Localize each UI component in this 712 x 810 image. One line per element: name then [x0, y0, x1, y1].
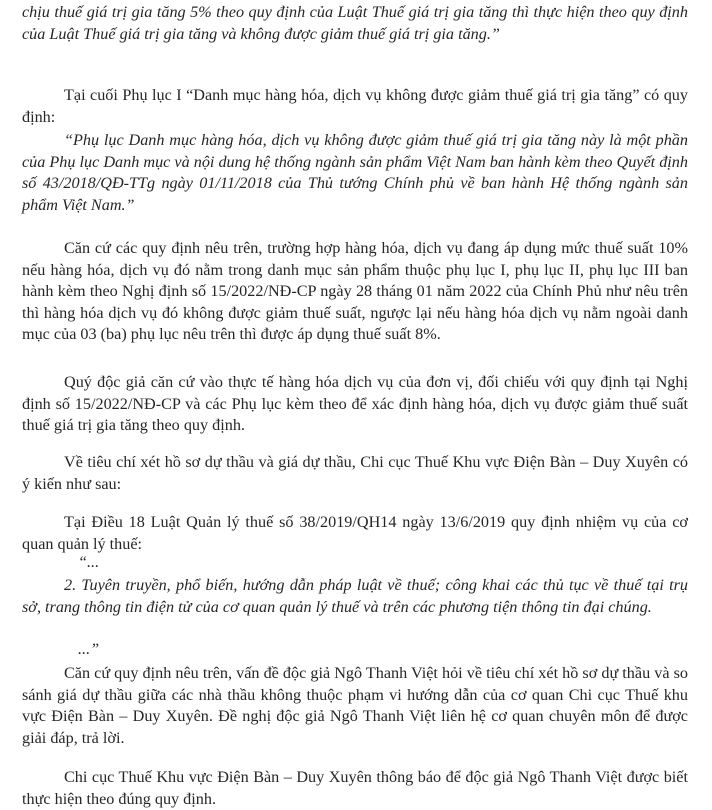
quote-open-ellipsis: “... [78, 553, 100, 571]
paragraph-quote-end: chịu thuế giá trị gia tăng 5% theo quy định của Luật Thuế giá trị gia tăng thì thực hiện theo quy định của Luật Thuế giá trị gia tăng và không được giảm thuế giá trị gia tăng.” [22, 3, 688, 43]
quote-close-ellipsis: ...” [78, 640, 100, 658]
paragraph-reply: Căn cứ quy định nêu trên, vấn đề độc giả Ngô Thanh Việt hỏi về tiêu chí xét hồ sơ dự thầu và so sánh giá dự thầu giữa các nhà thầu không thuộc phạm vi hướng dẫn của cơ quan Chi cục Thuế khu vực Điện Bàn – Duy Xuyên. Đề nghị độc giả Ngô Thanh Việt liên hệ cơ quan chuyên môn để được giải đáp, trả lời. [22, 664, 688, 747]
paragraph-conclusion-rate: Căn cứ các quy định nêu trên, trường hợp hàng hóa, dịch vụ đang áp dụng mức thuế suất 10% nếu hàng hóa, dịch vụ đó nằm trong danh mục sản phẩm thuộc phụ lục I, phụ lục II, phụ lục III ban hành kèm theo Nghị định số 15/2022/NĐ-CP ngày 28 tháng 01 năm 2022 của Chính Phủ như nêu trên thì hàng hóa dịch vụ đó không được giảm thuế suất, ngược lại nếu hàng hóa dịch vụ nằm ngoài danh mục của 03 (ba) phụ lục nêu trên thì được áp dụng thuế suất 8%. [22, 239, 688, 343]
paragraph-appendix-note: Tại cuối Phụ lục I “Danh mục hàng hóa, dịch vụ không được giảm thuế giá trị gia tăng” có quy định: [22, 86, 688, 126]
paragraph-tender-criteria: Về tiêu chí xét hồ sơ dự thầu và giá dự thầu, Chi cục Thuế Khu vực Điện Bàn – Duy Xuyên có ý kiến như sau: [22, 453, 688, 493]
paragraph-closing: Chi cục Thuế Khu vực Điện Bàn – Duy Xuyên thông báo để độc giả Ngô Thanh Việt được biết thực hiện theo đúng quy định. [22, 768, 688, 808]
paragraph-reader-guidance: Quý độc giả căn cứ vào thực tế hàng hóa dịch vụ của đơn vị, đối chiếu với quy định tại Nghị định số 15/2022/NĐ-CP và các Phụ lục kèm theo để xác định hàng hóa, dịch vụ được giảm thuế suất thuế giá trị gia tăng theo quy định. [22, 373, 688, 434]
paragraph-appendix-quote: “Phụ lục Danh mục hàng hóa, dịch vụ không được giảm thuế giá trị gia tăng này là một phần của Phụ lục Danh mục và nội dung hệ thống ngành sản phẩm Việt Nam ban hành kèm theo Quyết định số 43/2018/QĐ-TTg ngày 01/11/2018 của Thủ tướng Chính phủ về ban hành Hệ thống ngành sản phẩm Việt Nam.” [22, 131, 688, 214]
paragraph-article-18: Tại Điều 18 Luật Quản lý thuế số 38/2019/QH14 ngày 13/6/2019 quy định nhiệm vụ của cơ quan quản lý thuế: [22, 513, 688, 553]
paragraph-duty-2: 2. Tuyên truyền, phổ biến, hướng dẫn pháp luật về thuế; công khai các thủ tục về thuế tại trụ sở, trang thông tin điện tử của cơ quan quản lý thuế và trên các phương tiện thông tin đại chúng. [22, 576, 688, 616]
